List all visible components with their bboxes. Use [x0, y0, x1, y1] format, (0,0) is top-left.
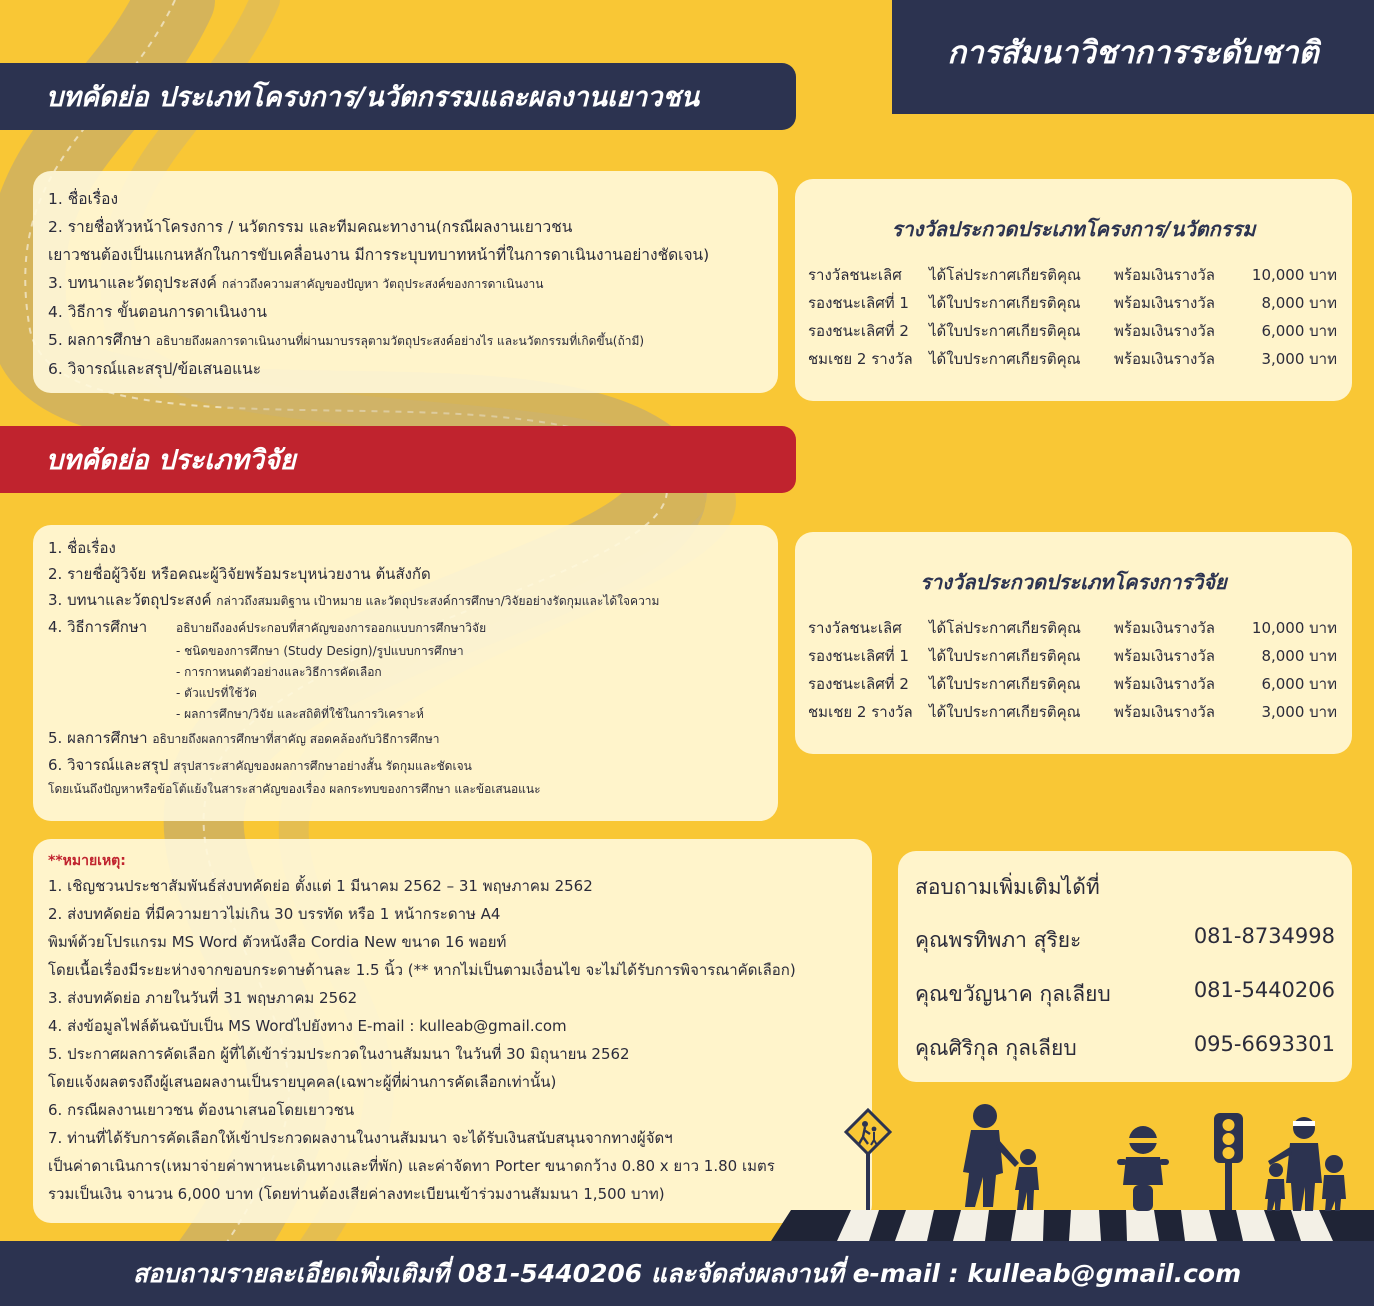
research-item-5-desc: อธิบายถึงผลการศึกษาที่สาคัญ สอดคล้องกับวิธีการศึกษา: [152, 732, 440, 746]
research-item-4-label: 4. วิธีการศึกษา: [48, 618, 148, 636]
notes-heading: **หมายเหตุ:: [48, 853, 126, 869]
contact-phone: 081-8734998: [1193, 924, 1335, 948]
project-item-3: [48, 269, 778, 298]
research-item-1: 1. ชื่อเรื่อง: [48, 539, 116, 557]
project-abstract-card: [33, 171, 778, 393]
research-item-3: [48, 587, 778, 614]
award-money-label: พร้อมเงินรางวัล: [1114, 266, 1215, 284]
notes-line: 6. กรณีผลงานเยาวชน ต้องนาเสนอโดยเยาวชน: [48, 1101, 355, 1119]
award-row: [808, 670, 1337, 698]
project-item-5-desc: อธิบายถึงผลการดาเนินงานที่ผ่านมาบรรลุตามวัตถุประสงค์อย่างไร และนวัตกรรมที่เกิดขึ้น(ถ้ามี): [155, 334, 645, 348]
research-item-6-cont: โดยเน้นถึงปัญหาหรือข้อโต้แย้งในสาระสาคัญของเรื่อง ผลกระทบของการศึกษา และข้อเสนอแนะ: [48, 782, 541, 796]
national-seminar-title: การสัมนาวิชาการระดับชาติ: [892, 0, 1374, 114]
research-item-4-desc: อธิบายถึงองค์ประกอบที่สาคัญของการออกแบบการศึกษาวิจัย: [176, 621, 487, 635]
project-award-card: [795, 179, 1352, 401]
award-certificate: ได้ใบประกาศเกียรติคุณ: [929, 294, 1081, 312]
award-rank: รองชนะเลิศที่ 2: [808, 675, 909, 693]
research-item-3-desc: กล่าวถึงสมมติฐาน เป้าหมาย และวัตถุประสงค์การศึกษา/วิจัยอย่างรัดกุมและได้ใจความ: [216, 594, 660, 608]
project-item-1: 1. ชื่อเรื่อง: [48, 190, 119, 208]
notes-line: 7. ท่านที่ได้รับการคัดเลือกให้เข้าประกวดผลงานในงานสัมมนา จะได้รับเงินสนับสนุนจากทางผู้จัดฯ: [48, 1129, 673, 1147]
notes-line: รวมเป็นเงิน จานวน 6,000 บาท (โดยท่านต้องเสียค่าลงทะเบียนเข้าร่วมงานสัมมนา 1,500 บาท): [48, 1185, 665, 1203]
award-certificate: ได้ใบประกาศเกียรติคุณ: [929, 703, 1081, 721]
contact-row: [915, 924, 1335, 957]
award-money-label: พร้อมเงินรางวัล: [1114, 350, 1215, 368]
research-item-5-label: 5. ผลการศึกษา: [48, 729, 148, 747]
award-money-label: พร้อมเงินรางวัล: [1114, 322, 1215, 340]
contact-name: คุณศิริกุล กุลเลียบ: [915, 1036, 1077, 1060]
project-abstract-banner: บทคัดย่อ ประเภทโครงการ/นวัตกรรมและผลงานเยาวชน: [0, 63, 796, 130]
notes-line: เป็นค่าดาเนินการ(เหมาจ่ายค่าพาหนะเดินทางและที่พัก) และค่าจัดทา Porter ขนาดกว้าง 0.80 x ยาว 1.80 เมตร: [48, 1157, 775, 1175]
award-rank: รางวัลชนะเลิศ: [808, 619, 902, 637]
award-certificate: ได้โล่ประกาศเกียรติคุณ: [929, 619, 1081, 637]
research-award-card: [795, 532, 1352, 754]
award-rank: รางวัลชนะเลิศ: [808, 266, 902, 284]
award-amount: 6,000 บาท: [1261, 675, 1337, 693]
contact-row: [915, 978, 1335, 1011]
award-certificate: ได้ใบประกาศเกียรติคุณ: [929, 350, 1081, 368]
award-certificate: ได้โล่ประกาศเกียรติคุณ: [929, 266, 1081, 284]
notes-line: โดยเนื้อเรื่องมีระยะห่างจากขอบกระดาษด้านละ 1.5 นิ้ว (** หากไม่เป็นตามเงื่อนไข จะไม่ได้รับการพิจารณาคัดเลือก): [48, 961, 796, 979]
notes-line: พิมพ์ด้วยโปรแกรม MS Word ตัวหนังสือ Cordia New ขนาด 16 พอยท์: [48, 933, 507, 951]
award-amount: 10,000 บาท: [1251, 266, 1337, 284]
award-row: [808, 261, 1337, 289]
research-abstract-banner: บทคัดย่อ ประเภทวิจัย: [0, 426, 796, 493]
project-item-4: 4. วิธีการ ขั้นตอนการดาเนินงาน: [48, 303, 267, 321]
award-row: [808, 614, 1337, 642]
contact-card: [898, 851, 1352, 1082]
award-rank: ชมเชย 2 รางวัล: [808, 703, 913, 721]
award-money-label: พร้อมเงินรางวัล: [1114, 619, 1215, 637]
research-sub-1: - ชนิดของการศึกษา (Study Design)/รูปแบบการศึกษา: [176, 644, 464, 658]
research-sub-4: - ผลการศึกษา/วิจัย และสถิติที่ใช้ในการวิเคราะห์: [176, 707, 424, 721]
contact-row: [915, 1032, 1335, 1065]
research-item-6: [48, 752, 778, 779]
notes-line: 4. ส่งข้อมูลไฟล์ต้นฉบับเป็น MS Wordไปยังทาง E-mail : kulleab@gmail.com: [48, 1017, 567, 1035]
project-item-5-label: 5. ผลการศึกษา: [48, 331, 151, 349]
project-item-2: 2. รายชื่อหัวหน้าโครงการ / นวัตกรรม และทีมคณะทางาน(กรณีผลงานเยาวชน: [48, 218, 573, 236]
project-item-2-cont: เยาวชนต้องเป็นแกนหลักในการขับเคลื่อนงาน มีการระบุบทบาทหน้าที่ในการดาเนินงานอย่างชัดเจน): [48, 246, 710, 264]
notes-line: 1. เชิญชวนประชาสัมพันธ์ส่งบทคัดย่อ ตั้งแต่ 1 มีนาคม 2562 – 31 พฤษภาคม 2562: [48, 877, 593, 895]
crossing-guard-with-children-icon: [1265, 1117, 1346, 1211]
motorcycle-rider-icon: [1117, 1126, 1169, 1211]
award-rank: รองชนะเลิศที่ 1: [808, 294, 909, 312]
award-amount: 10,000 บาท: [1251, 619, 1337, 637]
award-money-label: พร้อมเงินรางวัล: [1114, 647, 1215, 665]
research-award-title: รางวัลประกวดประเภทโครงการวิจัย: [920, 570, 1227, 594]
award-certificate: ได้ใบประกาศเกียรติคุณ: [929, 675, 1081, 693]
notes-line: 5. ประกาศผลการคัดเลือก ผู้ที่ได้เข้าร่วมประกวดในงานสัมมนา ในวันที่ 30 มิถุนายน 2562: [48, 1045, 630, 1063]
research-item-5: [48, 725, 778, 752]
research-item-2: 2. รายชื่อผู้วิจัย หรือคณะผู้วิจัยพร้อมระบุหน่วยงาน ต้นสังกัด: [48, 565, 431, 583]
project-item-3-desc: กล่าวถึงความสาคัญของปัญหา วัตถุประสงค์ของการดาเนินงาน: [221, 277, 544, 291]
award-money-label: พร้อมเงินรางวัล: [1114, 703, 1215, 721]
project-item-3-label: 3. บทนาและวัตถุประสงค์: [48, 274, 217, 292]
award-rank: รองชนะเลิศที่ 2: [808, 322, 909, 340]
research-award-table: [808, 614, 1337, 726]
research-item-4: [48, 614, 778, 641]
award-amount: 8,000 บาท: [1261, 647, 1337, 665]
walking-adult-with-child-icon: [963, 1104, 1039, 1210]
notes-line: โดยแจ้งผลตรงถึงผู้เสนอผลงานเป็นรายบุคคล(เฉพาะผู้ที่ผ่านการคัดเลือกเท่านั้น): [48, 1073, 557, 1091]
award-row: [808, 345, 1337, 373]
traffic-light-icon: [1214, 1113, 1243, 1210]
award-rank: รองชนะเลิศที่ 1: [808, 647, 909, 665]
road-safety-scene: [771, 1095, 1374, 1241]
project-item-6: 6. วิจารณ์และสรุป/ข้อเสนอแนะ: [48, 360, 262, 378]
award-amount: 8,000 บาท: [1261, 294, 1337, 312]
award-money-label: พร้อมเงินรางวัล: [1114, 675, 1215, 693]
footer-contact-bar: สอบถามรายละเอียดเพิ่มเติมที่ 081-5440206 และจัดส่งผลงานที่ e-mail : kulleab@gmail.com: [0, 1241, 1374, 1306]
award-row: [808, 317, 1337, 345]
award-row: [808, 698, 1337, 726]
research-item-6-label: 6. วิจารณ์และสรุป: [48, 756, 169, 774]
award-certificate: ได้ใบประกาศเกียรติคุณ: [929, 647, 1081, 665]
contact-phone: 081-5440206: [1193, 978, 1335, 1002]
award-certificate: ได้ใบประกาศเกียรติคุณ: [929, 322, 1081, 340]
award-amount: 6,000 บาท: [1261, 322, 1337, 340]
research-item-6-desc: สรุปสาระสาคัญของผลการศึกษาอย่างสั้น รัดกุมและชัดเจน: [173, 759, 472, 773]
contact-name: คุณพรทิพภา สุริยะ: [915, 928, 1082, 952]
award-row: [808, 642, 1337, 670]
research-abstract-card: [33, 525, 778, 821]
award-amount: 3,000 บาท: [1261, 703, 1337, 721]
notes-card: [33, 839, 872, 1223]
notes-line: 3. ส่งบทคัดย่อ ภายในวันที่ 31 พฤษภาคม 2562: [48, 989, 358, 1007]
project-award-title: รางวัลประกวดประเภทโครงการ/นวัตกรรม: [891, 217, 1256, 241]
pedestrian-sign-icon: [846, 1110, 890, 1210]
project-item-5: [48, 326, 778, 355]
award-amount: 3,000 บาท: [1261, 350, 1337, 368]
research-item-3-label: 3. บทนาและวัตถุประสงค์: [48, 591, 212, 609]
contact-phone: 095-6693301: [1193, 1032, 1335, 1056]
award-row: [808, 289, 1337, 317]
research-sub-3: - ตัวแปรที่ใช้วัด: [176, 686, 257, 700]
project-award-table: [808, 261, 1337, 373]
research-sub-2: - การกาหนดตัวอย่างและวิธีการคัดเลือก: [176, 665, 382, 679]
contact-title: สอบถามเพิ่มเติมได้ที่: [915, 875, 1100, 899]
contact-name: คุณขวัญนาค กุลเลียบ: [915, 982, 1111, 1006]
award-money-label: พร้อมเงินรางวัล: [1114, 294, 1215, 312]
award-rank: ชมเชย 2 รางวัล: [808, 350, 913, 368]
notes-line: 2. ส่งบทคัดย่อ ที่มีความยาวไม่เกิน 30 บรรทัด หรือ 1 หน้ากระดาษ A4: [48, 905, 501, 923]
